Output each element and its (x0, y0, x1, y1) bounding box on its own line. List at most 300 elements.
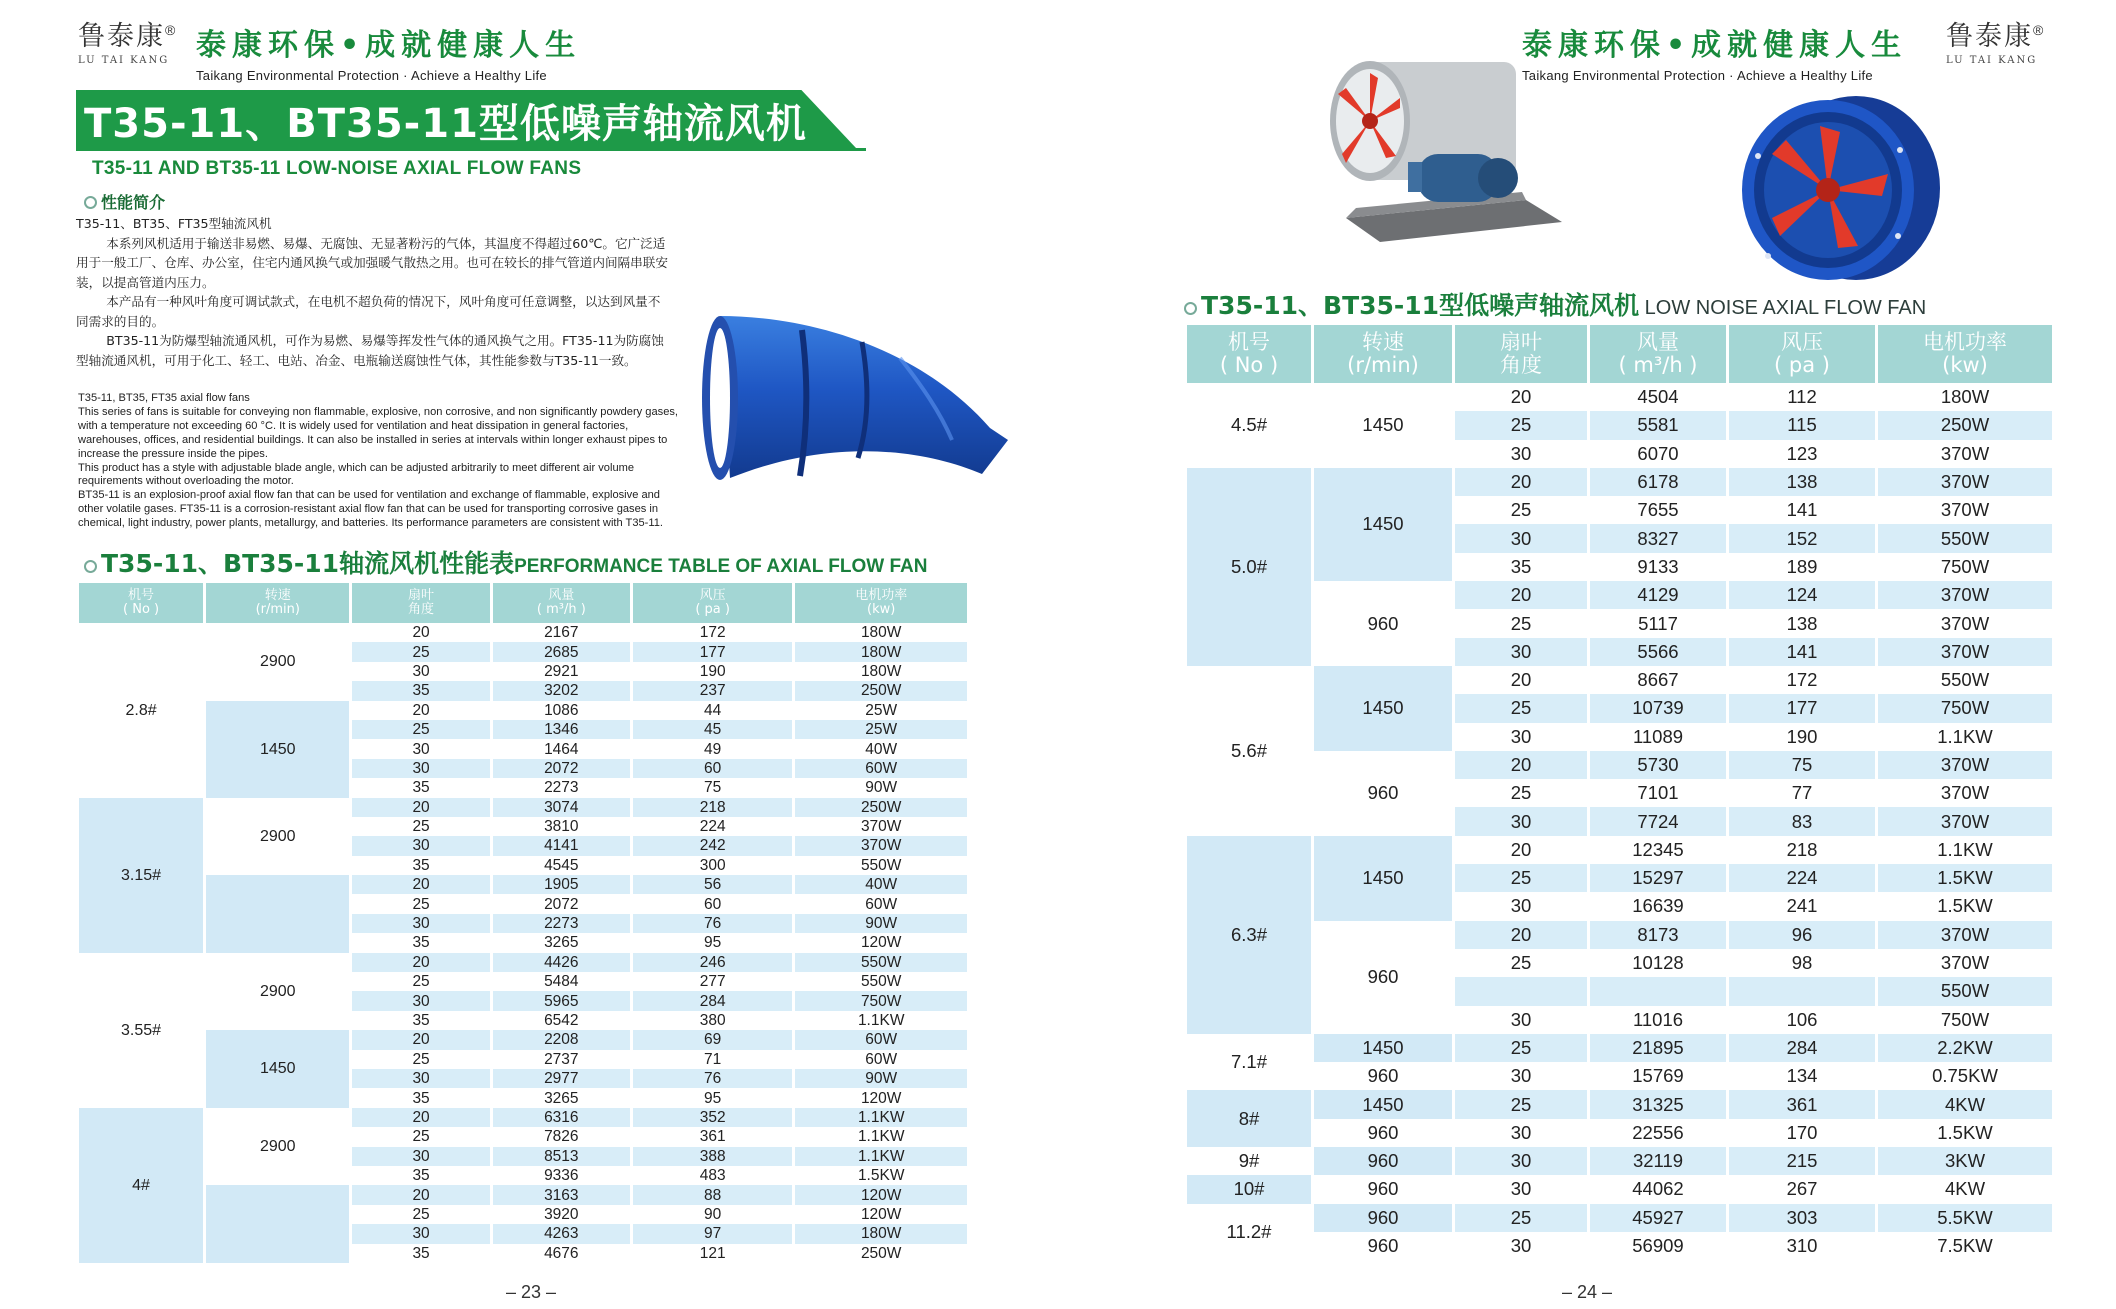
cell-motor-power: 180W (795, 642, 967, 661)
cell-motor-power: 250W (795, 1244, 967, 1263)
cell-motor-power: 180W (795, 662, 967, 681)
table-header (79, 583, 967, 623)
cell-blade-angle: 30 (352, 662, 489, 681)
intro-cn-paragraph: 本产品有一种风叶角度可调试款式，在电机不超负荷的情况下，风叶角度可任意调整，以达到风量不同需求的目的。 (76, 294, 661, 329)
table-row (1187, 1175, 2052, 1203)
performance-table-right (1184, 325, 2055, 1260)
cell-blade-angle: 30 (1455, 1232, 1587, 1260)
cell-air-pressure: 218 (1729, 836, 1875, 864)
cell-blade-angle: 30 (1455, 807, 1587, 835)
cell-machine-no: 8# (1187, 1090, 1311, 1147)
cell-motor-power: 25W (795, 701, 967, 720)
brand-slogan (196, 20, 581, 83)
cell-air-volume: 2072 (493, 759, 630, 778)
cell-machine-no: 4.5# (1187, 383, 1311, 468)
cell-air-volume: 3163 (493, 1185, 630, 1204)
cell-motor-power: 1.1KW (1878, 723, 2052, 751)
cell-speed: 960 (1314, 1175, 1452, 1203)
cell-motor-power: 750W (1878, 694, 2052, 722)
cell-air-volume: 15769 (1590, 1062, 1726, 1090)
cell-air-volume: 21895 (1590, 1034, 1726, 1062)
cell-air-pressure: 88 (633, 1185, 792, 1204)
cell-motor-power: 60W (795, 1030, 967, 1049)
cell-air-volume: 16639 (1590, 892, 1726, 920)
cell-blade-angle: 20 (1455, 751, 1587, 779)
page-title: T35-11、BT35-11型低噪声轴流风机 (84, 101, 807, 147)
cell-air-pressure: 303 (1729, 1204, 1875, 1232)
cell-blade-angle: 25 (352, 1050, 489, 1069)
cell-air-volume: 10739 (1590, 694, 1726, 722)
table-row (79, 875, 967, 894)
cell-blade-angle: 20 (352, 1108, 489, 1127)
cell-air-pressure: 45 (633, 720, 792, 739)
table-row (1187, 468, 2052, 496)
cell-air-pressure: 69 (633, 1030, 792, 1049)
cell-blade-angle: 30 (1455, 1062, 1587, 1090)
cell-air-pressure: 76 (633, 914, 792, 933)
cell-blade-angle: 20 (352, 798, 489, 817)
cell-air-volume: 3810 (493, 817, 630, 836)
cell-air-volume: 4545 (493, 856, 630, 875)
cell-motor-power: 1.1KW (795, 1147, 967, 1166)
table-title-en: LOW NOISE AXIAL FLOW FAN (1644, 297, 1927, 319)
cell-air-volume: 6178 (1590, 468, 1726, 496)
table-row (79, 1108, 967, 1127)
cell-motor-power: 120W (795, 1205, 967, 1224)
logo-subtext: LU TAI KANG (78, 55, 170, 66)
cell-speed: 2900 (206, 1108, 349, 1186)
cell-blade-angle: 20 (352, 953, 489, 972)
cell-air-pressure: 76 (633, 1069, 792, 1088)
table-row (79, 623, 967, 642)
cell-air-volume (1590, 977, 1726, 1005)
cell-machine-no: 6.3# (1187, 836, 1311, 1034)
cell-motor-power: 120W (795, 933, 967, 952)
cell-air-volume: 2685 (493, 642, 630, 661)
cell-air-volume: 45927 (1590, 1204, 1726, 1232)
cell-air-pressure: 90 (633, 1205, 792, 1224)
page-number: – 23 – (506, 1282, 557, 1302)
cell-motor-power: 60W (795, 894, 967, 913)
fan-elbow-image (690, 308, 1020, 498)
cell-speed (206, 875, 349, 953)
cell-air-pressure: 141 (1729, 496, 1875, 524)
cell-air-pressure: 97 (633, 1224, 792, 1243)
cell-motor-power: 1.1KW (795, 1011, 967, 1030)
cell-blade-angle: 20 (352, 1030, 489, 1049)
cell-blade-angle: 30 (352, 1224, 489, 1243)
cell-air-volume: 2208 (493, 1030, 630, 1049)
cell-blade-angle: 25 (1455, 864, 1587, 892)
cell-motor-power: 370W (1878, 638, 2052, 666)
cell-air-volume: 5566 (1590, 638, 1726, 666)
cell-machine-no: 5.6# (1187, 666, 1311, 836)
registered-mark: ® (2033, 22, 2046, 38)
cell-blade-angle: 20 (352, 623, 489, 642)
brand-logo (78, 14, 177, 66)
header-machine-no: 机号 ( No ) (1187, 325, 1311, 383)
cell-speed: 2900 (206, 798, 349, 876)
cell-blade-angle: 30 (1455, 1006, 1587, 1034)
slogan: 泰康环保•成就健康人生 (196, 28, 582, 63)
cell-air-volume: 1905 (493, 875, 630, 894)
cell-air-pressure: 83 (1729, 807, 1875, 835)
cell-blade-angle: 20 (352, 875, 489, 894)
registered-mark: ® (165, 22, 178, 38)
cell-air-pressure: 138 (1729, 468, 1875, 496)
header-speed: 转速 (r/min) (206, 583, 349, 623)
cell-air-pressure: 361 (1729, 1090, 1875, 1118)
cell-motor-power: 370W (1878, 779, 2052, 807)
table-row (1187, 836, 2052, 864)
slogan-en: Taikang Environmental Protection · Achieve a Healthy Life (196, 68, 547, 83)
cell-speed: 1450 (1314, 836, 1452, 921)
cell-speed: 1450 (1314, 666, 1452, 751)
cell-blade-angle: 35 (352, 1244, 489, 1263)
cell-blade-angle: 30 (1455, 723, 1587, 751)
cell-blade-angle: 25 (352, 817, 489, 836)
cell-air-pressure: 284 (633, 991, 792, 1010)
cell-machine-no: 3.15# (79, 798, 203, 953)
cell-air-pressure: 300 (633, 856, 792, 875)
cell-air-volume: 2921 (493, 662, 630, 681)
table-title-en: PERFORMANCE TABLE OF AXIAL FLOW FAN (514, 556, 928, 577)
cell-air-volume: 44062 (1590, 1175, 1726, 1203)
cell-blade-angle (1455, 977, 1587, 1005)
cell-air-volume: 15297 (1590, 864, 1726, 892)
cell-air-volume: 9133 (1590, 553, 1726, 581)
cell-blade-angle: 30 (1455, 440, 1587, 468)
header-speed: 转速 (r/min) (1314, 325, 1452, 383)
cell-motor-power: 1.1KW (795, 1127, 967, 1146)
table-row (1187, 581, 2052, 609)
table-title (1184, 286, 1926, 322)
cell-air-pressure: 170 (1729, 1119, 1875, 1147)
cell-air-pressure: 152 (1729, 524, 1875, 552)
cell-air-pressure: 60 (633, 894, 792, 913)
table-row (79, 798, 967, 817)
cell-blade-angle: 25 (352, 894, 489, 913)
page-number: – 24 – (1562, 1282, 1613, 1302)
table-row (1187, 1147, 2052, 1175)
cell-air-pressure: 75 (633, 778, 792, 797)
cell-air-volume: 7724 (1590, 807, 1726, 835)
intro-en (78, 392, 678, 531)
header-motor-power: 电机功率 (kw) (795, 583, 967, 623)
cell-speed: 960 (1314, 1147, 1452, 1175)
intro-cn-paragraph: 本系列风机适用于输送非易燃、易爆、无腐蚀、无显著粉污的气体，其温度不得超过60℃。它广泛适用于一般工厂、仓库、办公室，住宅内通风换气或加强暖气散热之用。也可在较长的排气管道内间隔串联安装，以提高管道内压力。 (76, 235, 668, 290)
cell-blade-angle: 25 (352, 642, 489, 661)
cell-blade-angle: 20 (1455, 666, 1587, 694)
cell-air-volume: 4263 (493, 1224, 630, 1243)
logo-text: 鲁泰康 (78, 21, 165, 52)
cell-air-pressure: 44 (633, 701, 792, 720)
cell-motor-power: 550W (1878, 524, 2052, 552)
cell-speed: 1450 (1314, 383, 1452, 468)
cell-speed (206, 1185, 349, 1263)
intro-en-paragraph: BT35-11 is an explosion-proof axial flow fan that can be used for ventilation and exchange of flammable, explosive and other volatile gases. FT35-11 is a corrosion-resistant axial flow fan that can be used for transporting corrosive gases in chemical, light industry, power plants, metallurgy, and batteries. Its performance parameters are consistent with T35-11. (78, 489, 663, 530)
cell-air-volume: 5484 (493, 972, 630, 991)
cell-blade-angle: 20 (1455, 836, 1587, 864)
cell-blade-angle: 30 (352, 1069, 489, 1088)
intro-cn-line: T35-11、BT35、FT35型轴流风机 (76, 216, 272, 231)
cell-blade-angle: 20 (352, 1185, 489, 1204)
cell-speed: 960 (1314, 581, 1452, 666)
cell-air-pressure: 112 (1729, 383, 1875, 411)
cell-blade-angle: 30 (352, 914, 489, 933)
table-row (1187, 1062, 2052, 1090)
cell-speed: 2900 (206, 623, 349, 701)
cell-air-pressure: 177 (633, 642, 792, 661)
cell-air-pressure: 123 (1729, 440, 1875, 468)
cell-air-pressure: 388 (633, 1147, 792, 1166)
cell-motor-power: 370W (1878, 921, 2052, 949)
cell-air-volume: 7826 (493, 1127, 630, 1146)
table-row (1187, 1232, 2052, 1260)
cell-air-volume: 22556 (1590, 1119, 1726, 1147)
cell-motor-power: 370W (1878, 496, 2052, 524)
cell-air-pressure: 95 (633, 933, 792, 952)
header-motor-power: 电机功率 (kw) (1878, 325, 2052, 383)
cell-air-pressure: 190 (1729, 723, 1875, 751)
cell-air-volume: 4426 (493, 953, 630, 972)
cell-air-volume: 4129 (1590, 581, 1726, 609)
table-row (79, 953, 967, 972)
bullet-circle-icon (84, 196, 97, 209)
cell-motor-power: 370W (1878, 581, 2052, 609)
intro-en-line: T35-11, BT35, FT35 axial flow fans (78, 392, 250, 404)
cell-motor-power: 60W (795, 759, 967, 778)
cell-motor-power: 1.5KW (1878, 864, 2052, 892)
cell-air-volume: 1464 (493, 739, 630, 758)
cell-air-pressure: 483 (633, 1166, 792, 1185)
table-row (1187, 1090, 2052, 1118)
cell-air-pressure: 134 (1729, 1062, 1875, 1090)
table-body (79, 623, 967, 1263)
cell-motor-power: 120W (795, 1185, 967, 1204)
cell-motor-power: 40W (795, 739, 967, 758)
cell-air-pressure: 218 (633, 798, 792, 817)
cell-air-pressure: 380 (633, 1011, 792, 1030)
cell-blade-angle: 30 (352, 991, 489, 1010)
cell-speed: 960 (1314, 751, 1452, 836)
fan-stand-image (1326, 58, 1566, 248)
cell-blade-angle: 25 (352, 720, 489, 739)
cell-speed: 2900 (206, 953, 349, 1031)
cell-motor-power: 5.5KW (1878, 1204, 2052, 1232)
cell-blade-angle: 25 (1455, 694, 1587, 722)
cell-blade-angle: 20 (1455, 921, 1587, 949)
cell-air-pressure: 56 (633, 875, 792, 894)
cell-machine-no: 4# (79, 1108, 203, 1263)
section-title: 性能简介 (101, 193, 166, 212)
cell-air-volume: 3202 (493, 681, 630, 700)
cell-air-volume: 2977 (493, 1069, 630, 1088)
table-title-cn: T35-11、BT35-11型低噪声轴流风机 (1201, 291, 1640, 320)
cell-blade-angle: 30 (352, 1147, 489, 1166)
header-air-volume: 风量 ( m³/h ) (493, 583, 630, 623)
cell-air-pressure: 284 (1729, 1034, 1875, 1062)
cell-blade-angle: 35 (352, 856, 489, 875)
cell-speed: 960 (1314, 1232, 1452, 1260)
cell-motor-power: 90W (795, 778, 967, 797)
cell-air-pressure: 98 (1729, 949, 1875, 977)
cell-air-volume: 2273 (493, 778, 630, 797)
cell-air-volume: 3265 (493, 1088, 630, 1107)
cell-motor-power: 180W (795, 1224, 967, 1243)
cell-air-volume: 6316 (493, 1108, 630, 1127)
cell-blade-angle: 25 (1455, 1090, 1587, 1118)
cell-motor-power: 4KW (1878, 1175, 2052, 1203)
header-blade-angle: 扇叶 角度 (352, 583, 489, 623)
cell-blade-angle: 30 (1455, 638, 1587, 666)
cell-blade-angle: 30 (1455, 524, 1587, 552)
cell-air-volume: 4676 (493, 1244, 630, 1263)
cell-motor-power: 370W (1878, 440, 2052, 468)
header-air-volume: 风量 ( m³/h ) (1590, 325, 1726, 383)
table-row (1187, 383, 2052, 411)
cell-air-volume: 6542 (493, 1011, 630, 1030)
cell-air-volume: 2167 (493, 623, 630, 642)
cell-machine-no: 7.1# (1187, 1034, 1311, 1091)
cell-motor-power: 250W (795, 681, 967, 700)
cell-air-volume: 2072 (493, 894, 630, 913)
cell-speed: 960 (1314, 1204, 1452, 1232)
cell-motor-power: 180W (1878, 383, 2052, 411)
cell-air-volume: 1086 (493, 701, 630, 720)
cell-motor-power: 550W (1878, 666, 2052, 694)
cell-air-volume: 1346 (493, 720, 630, 739)
logo-text: 鲁泰康 (1946, 21, 2033, 52)
right-page (1058, 0, 2116, 1309)
cell-air-pressure: 71 (633, 1050, 792, 1069)
cell-motor-power: 3KW (1878, 1147, 2052, 1175)
cell-motor-power: 120W (795, 1088, 967, 1107)
cell-air-volume: 3265 (493, 933, 630, 952)
cell-air-volume: 11089 (1590, 723, 1726, 751)
cell-air-volume: 8327 (1590, 524, 1726, 552)
cell-motor-power: 250W (1878, 411, 2052, 439)
cell-air-pressure: 172 (1729, 666, 1875, 694)
cell-motor-power: 750W (1878, 553, 2052, 581)
cell-blade-angle: 30 (1455, 1175, 1587, 1203)
cell-machine-no: 3.55# (79, 953, 203, 1108)
cell-motor-power: 1.1KW (795, 1108, 967, 1127)
table-row (1187, 666, 2052, 694)
cell-air-volume: 32119 (1590, 1147, 1726, 1175)
cell-motor-power: 750W (1878, 1006, 2052, 1034)
header-blade-angle: 扇叶 角度 (1455, 325, 1587, 383)
cell-air-pressure: 310 (1729, 1232, 1875, 1260)
cell-air-pressure: 242 (633, 836, 792, 855)
cell-air-pressure: 215 (1729, 1147, 1875, 1175)
cell-blade-angle: 20 (1455, 468, 1587, 496)
cell-air-volume: 6070 (1590, 440, 1726, 468)
cell-air-volume: 5730 (1590, 751, 1726, 779)
cell-motor-power: 370W (1878, 468, 2052, 496)
cell-blade-angle: 25 (1455, 1034, 1587, 1062)
cell-speed: 1450 (206, 1030, 349, 1108)
header-air-pressure: 风压 ( pa ) (1729, 325, 1875, 383)
cell-motor-power: 550W (795, 972, 967, 991)
table-title (84, 544, 928, 580)
cell-air-volume: 8667 (1590, 666, 1726, 694)
cell-speed: 960 (1314, 921, 1452, 1034)
cell-machine-no: 2.8# (79, 623, 203, 798)
cell-blade-angle: 25 (1455, 411, 1587, 439)
table-row (79, 1030, 967, 1049)
cell-motor-power: 370W (1878, 751, 2052, 779)
cell-air-volume: 9336 (493, 1166, 630, 1185)
cell-air-pressure: 95 (633, 1088, 792, 1107)
cell-air-volume: 3920 (493, 1205, 630, 1224)
cell-blade-angle: 35 (352, 1166, 489, 1185)
cell-motor-power: 1.5KW (795, 1166, 967, 1185)
cell-blade-angle: 35 (352, 681, 489, 700)
cell-blade-angle: 35 (352, 778, 489, 797)
cell-blade-angle: 25 (1455, 949, 1587, 977)
cell-speed: 1450 (1314, 1034, 1452, 1062)
table-row (1187, 1034, 2052, 1062)
cell-air-volume: 7101 (1590, 779, 1726, 807)
cell-air-volume: 31325 (1590, 1090, 1726, 1118)
cell-blade-angle: 35 (352, 1088, 489, 1107)
cell-blade-angle: 30 (1455, 1119, 1587, 1147)
bullet-circle-icon (84, 560, 97, 573)
cell-air-pressure: 121 (633, 1244, 792, 1263)
cell-air-pressure: 172 (633, 623, 792, 642)
cell-air-pressure: 267 (1729, 1175, 1875, 1203)
cell-air-pressure (1729, 977, 1875, 1005)
cell-motor-power: 750W (795, 991, 967, 1010)
cell-motor-power: 25W (795, 720, 967, 739)
brand-logo (1946, 14, 2045, 66)
cell-blade-angle: 35 (1455, 553, 1587, 581)
intro-cn-paragraph: BT35-11为防爆型轴流通风机，可作为易燃、易爆等挥发性气体的通风换气之用。FT35-11为防腐蚀型轴流通风机，可用于化工、轻工、电站、冶金、电瓶输送腐蚀性气体，其性能参数与T35-11一致。 (76, 333, 664, 368)
cell-motor-power: 370W (1878, 609, 2052, 637)
intro-en-paragraph: This product has a style with adjustable blade angle, which can be adjusted arbitrarily to meet different air volume requirements without overloading the motor. (78, 461, 635, 488)
table-row (1187, 751, 2052, 779)
table-row (79, 701, 967, 720)
cell-air-pressure: 77 (1729, 779, 1875, 807)
table-row (1187, 1204, 2052, 1232)
cell-blade-angle: 30 (1455, 1147, 1587, 1175)
bullet-circle-icon (1184, 302, 1197, 315)
cell-motor-power: 2.2KW (1878, 1034, 2052, 1062)
cell-motor-power: 370W (795, 836, 967, 855)
cell-air-pressure: 361 (633, 1127, 792, 1146)
cell-air-pressure: 106 (1729, 1006, 1875, 1034)
cell-blade-angle: 35 (352, 1011, 489, 1030)
cell-air-volume: 12345 (1590, 836, 1726, 864)
cell-motor-power: 40W (795, 875, 967, 894)
cell-blade-angle: 30 (352, 739, 489, 758)
cell-air-pressure: 138 (1729, 609, 1875, 637)
intro-cn (76, 214, 672, 370)
cell-machine-no: 10# (1187, 1175, 1311, 1203)
table-header (1187, 325, 2052, 383)
cell-air-pressure: 177 (1729, 694, 1875, 722)
cell-motor-power: 60W (795, 1050, 967, 1069)
cell-speed: 1450 (1314, 1090, 1452, 1118)
cell-motor-power: 550W (795, 953, 967, 972)
cell-air-pressure: 189 (1729, 553, 1875, 581)
cell-air-pressure: 224 (1729, 864, 1875, 892)
header-air-pressure: 风压 ( pa ) (633, 583, 792, 623)
performance-table-left (76, 583, 970, 1263)
table-body (1187, 383, 2052, 1260)
cell-motor-power: 1.5KW (1878, 892, 2052, 920)
